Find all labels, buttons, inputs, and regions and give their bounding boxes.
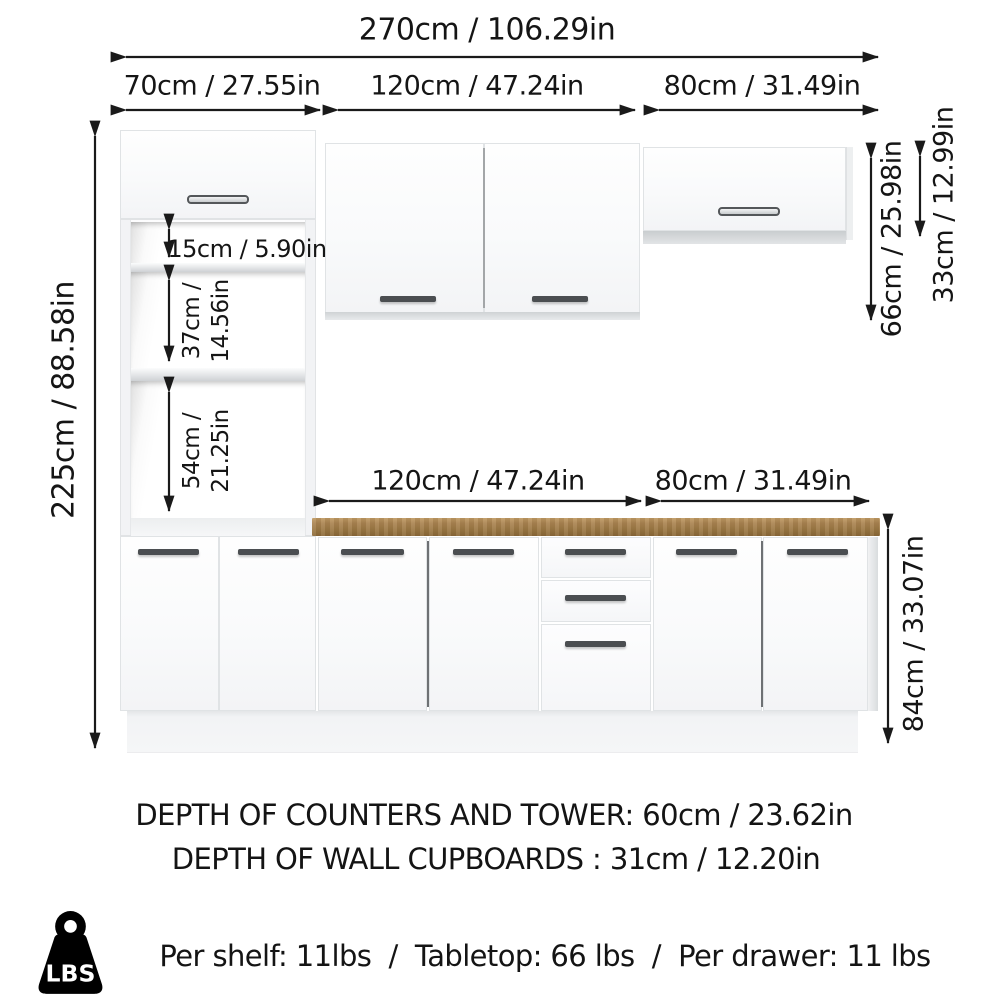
base-door-1-handle: [341, 549, 404, 555]
wall-cabinet-right-handle: [532, 296, 588, 302]
wall-cupboard-side-panel: [846, 147, 853, 240]
base-door-seam-2: [761, 541, 763, 707]
label-wall-cabinet-height: 66cm / 25.98in: [876, 140, 908, 338]
label-shelf-gap-medium-in: 14.56in: [208, 279, 234, 363]
tower-base-door-right-handle: [238, 549, 299, 555]
wall-cupboard-bottom-panel: [643, 231, 846, 244]
label-shelf-gap-large-in: 21.25in: [208, 409, 234, 493]
wall-cabinet-door-left: [325, 143, 484, 313]
tower-shelf-board-2: [131, 368, 305, 381]
base-drawer-1-handle: [565, 549, 626, 555]
countertop: [312, 518, 880, 536]
label-wall-cupboard-width: 80cm / 31.49in: [663, 70, 861, 102]
tower-bottom-board: [131, 518, 305, 536]
lbs-weight-icon: [37, 910, 105, 998]
base-drawer-1: [541, 537, 651, 578]
wall-cabinet-left-handle: [380, 296, 436, 302]
tower-base-door-left-handle: [138, 549, 199, 555]
label-counter-left-width: 120cm / 47.24in: [371, 465, 585, 497]
label-shelf-gap-small: 15cm / 5.90in: [167, 235, 327, 263]
wall-cupboard-handle: [718, 207, 780, 216]
wall-cabinet-door-right: [484, 143, 640, 313]
base-door-3-handle: [676, 549, 737, 555]
tower-right-stile: [305, 220, 315, 535]
tower-shelf-board-1: [131, 263, 305, 272]
label-shelf-gap-medium-cm: 37cm /: [179, 282, 205, 360]
base-door-2-handle: [453, 549, 514, 555]
base-door-4: [763, 537, 868, 711]
base-door-2: [429, 537, 539, 711]
tower-base-door-right: [219, 536, 316, 711]
note-depth-wall-cupboards: DEPTH OF WALL CUPBOARDS : 31cm / 12.20in: [171, 842, 821, 876]
plinth: [127, 711, 858, 753]
wall-cabinet-door-seam: [483, 148, 485, 308]
lbs-icon-text: LBS: [45, 959, 96, 988]
label-wall-cupboard-height: 33cm / 12.99in: [928, 106, 960, 304]
note-depth-counters: DEPTH OF COUNTERS AND TOWER: 60cm / 23.62in: [135, 798, 853, 832]
base-drawer-2-handle: [565, 595, 626, 601]
base-drawer-3: [541, 624, 651, 711]
wall-cabinet-bottom-panel: [325, 312, 640, 320]
base-door-seam-1: [427, 541, 429, 707]
wall-cupboard-door: [643, 147, 846, 231]
label-wall-cabinet-width: 120cm / 47.24in: [370, 70, 584, 102]
label-base-height: 84cm / 33.07in: [898, 535, 930, 733]
tower-left-stile: [121, 220, 131, 535]
countertop-grain: [312, 518, 880, 536]
label-tower-width: 70cm / 27.55in: [123, 70, 321, 102]
base-door-3: [653, 537, 762, 711]
base-right-side-panel: [868, 537, 878, 711]
label-shelf-gap-large-cm: 54cm /: [179, 412, 205, 490]
tower-top-door: [120, 130, 316, 219]
weights-summary: Per shelf: 11lbs / Tabletop: 66 lbs / Per drawer: 11 lbs: [159, 939, 931, 973]
base-drawer-3-handle: [565, 641, 626, 647]
label-total-height: 225cm / 88.58in: [46, 281, 82, 519]
label-total-width: 270cm / 106.29in: [358, 12, 616, 48]
label-counter-right-width: 80cm / 31.49in: [654, 465, 852, 497]
base-door-1: [318, 537, 427, 711]
tower-base-door-left: [120, 536, 219, 711]
tower-top-door-handle: [187, 195, 249, 204]
base-door-4-handle: [787, 549, 848, 555]
base-drawer-2: [541, 580, 651, 622]
